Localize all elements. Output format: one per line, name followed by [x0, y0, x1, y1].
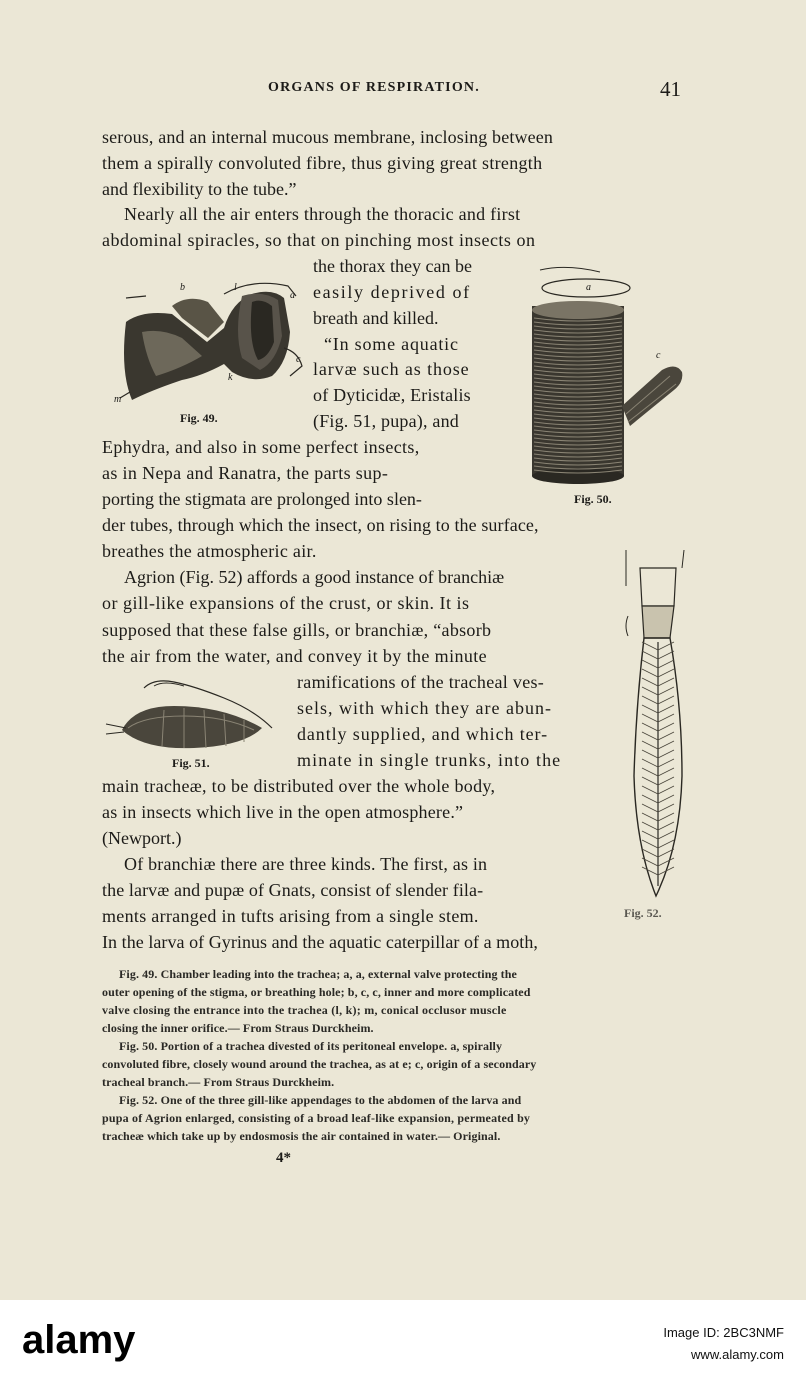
figure-49-label: Fig. 49. — [180, 411, 218, 425]
fig50-letter-c: c — [656, 350, 661, 361]
footnote-line: Fig. 49. Chamber leading into the trachea; a, a, external valve protecting the — [119, 967, 517, 981]
fig50-letter-a: a — [586, 282, 591, 293]
body-line: the larvæ and pupæ of Gnats, consist of slender fila- — [102, 880, 484, 900]
page-number: 41 — [660, 77, 681, 101]
figure-52-label: Fig. 52. — [624, 906, 662, 920]
figure-52-gill-appendage — [620, 546, 690, 906]
footnote-line: convoluted fibre, closely wound around the trachea, as at e; c, origin of a secondary — [102, 1057, 537, 1071]
body-line: the air from the water, and convey it by the minute — [102, 646, 488, 666]
body-line: Ephydra, and also in some perfect insects, — [102, 437, 420, 457]
footnote-line: outer opening of the stigma, or breathing hole; b, c, c, inner and more complicated — [102, 985, 531, 999]
body-line: minate in single trunks, into the — [297, 750, 562, 770]
body-line: ments arranged in tufts arising from a single stem. — [102, 906, 479, 926]
body-line: porting the stigmata are prolonged into slen- — [102, 489, 422, 509]
body-line: as in Nepa and Ranatra, the parts sup- — [102, 463, 389, 483]
body-line: abdominal spiracles, so that on pinching most insects on — [102, 230, 536, 250]
stock-logo: alamy — [22, 1318, 136, 1362]
figure-50-trachea-portion — [526, 266, 684, 486]
fig49-letter-l: l — [234, 282, 237, 293]
body-line: ramifications of the tracheal ves- — [297, 672, 545, 692]
figure-51-pupa — [104, 672, 284, 752]
body-line: main tracheæ, to be distributed over the whole body, — [102, 776, 496, 796]
body-line: of Dyticidæ, Eristalis — [313, 385, 471, 405]
body-line: breath and killed. — [313, 308, 439, 328]
stock-image-id: Image ID: 2BC3NMF — [663, 1325, 784, 1340]
footnote-line: Fig. 52. One of the three gill-like appendages to the abdomen of the larva and — [119, 1093, 522, 1107]
footnote-line: Fig. 50. Portion of a trachea divested of its peritoneal envelope. a, spirally — [119, 1039, 503, 1053]
body-line: supposed that these false gills, or branchiæ, “absorb — [102, 620, 492, 640]
body-line: Nearly all the air enters through the thoracic and first — [124, 204, 521, 224]
footnote-line: valve closing the entrance into the trachea (l, k); m, conical occlusor muscle — [102, 1003, 507, 1017]
footnote-line: tracheæ which take up by endosmosis the air contained in water.— Original. — [102, 1129, 501, 1143]
footnote-line: closing the inner orifice.— From Straus Durckheim. — [102, 1021, 374, 1035]
fig49-letter-k: k — [228, 372, 233, 383]
fig49-letter-c: c — [296, 354, 301, 365]
signature-mark: 4* — [276, 1150, 291, 1166]
running-title: ORGANS OF RESPIRATION. — [268, 80, 480, 95]
body-line: easily deprived of — [313, 282, 471, 302]
body-line: as in insects which live in the open atmosphere.” — [102, 802, 464, 822]
body-line: Of branchiæ there are three kinds. The first, as in — [124, 854, 488, 874]
figure-49-spiracle-chamber — [112, 272, 312, 410]
figure-51-label: Fig. 51. — [172, 756, 210, 770]
body-line: der tubes, through which the insect, on rising to the surface, — [102, 515, 539, 535]
figure-50-label: Fig. 50. — [574, 492, 612, 506]
body-line: larvæ such as those — [313, 359, 470, 379]
body-line: them a spirally convoluted fibre, thus giving great strength — [102, 153, 543, 173]
body-line: (Fig. 51, pupa), and — [313, 411, 459, 431]
body-line: serous, and an internal mucous membrane, inclosing between — [102, 127, 554, 147]
fig49-letter-m: m — [114, 394, 122, 405]
body-line: or gill-like expansions of the crust, or skin. It is — [102, 593, 470, 613]
body-line: and flexibility to the tube.” — [102, 179, 297, 199]
fig49-letter-b: b — [180, 282, 185, 293]
footnote-line: tracheal branch.— From Straus Durckheim. — [102, 1075, 335, 1089]
body-line: sels, with which they are abun- — [297, 698, 552, 718]
body-line: breathes the atmospheric air. — [102, 541, 317, 561]
stock-url: www.alamy.com — [691, 1347, 784, 1362]
body-line: “In some aquatic — [324, 334, 459, 354]
body-line: Agrion (Fig. 52) affords a good instance of branchiæ — [124, 567, 505, 587]
body-line: the thorax they can be — [313, 256, 472, 276]
fig49-letter-a: a — [290, 290, 295, 301]
body-line: dantly supplied, and which ter- — [297, 724, 548, 744]
footnote-line: pupa of Agrion enlarged, consisting of a broad leaf-like expansion, permeated by — [102, 1111, 531, 1125]
body-line: In the larva of Gyrinus and the aquatic caterpillar of a moth, — [102, 932, 538, 952]
body-line: (Newport.) — [102, 828, 182, 848]
